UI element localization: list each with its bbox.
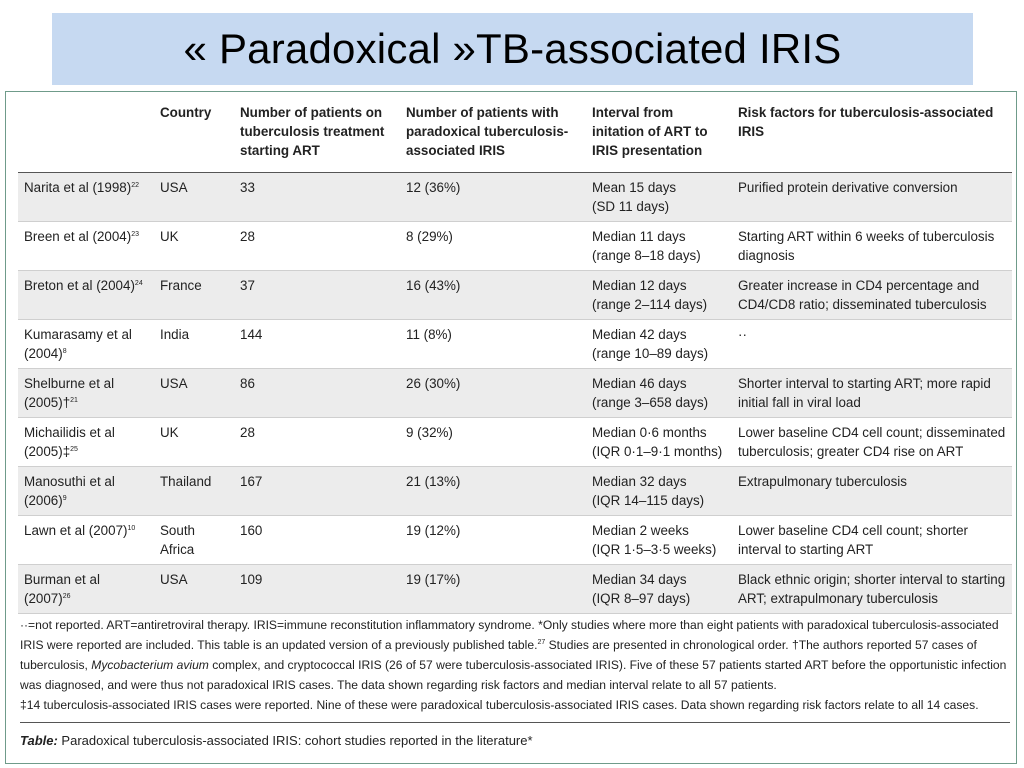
interval-line: Median 42 days (592, 327, 687, 342)
interval-line: Median 2 weeks (592, 523, 689, 538)
title-banner (52, 13, 973, 85)
interval-line: (IQR 8–97 days) (592, 591, 691, 606)
risk-cell: Starting ART within 6 weeks of tuberculosis diagnosis (732, 222, 1012, 271)
risk-cell: Black ethnic origin; shorter interval to starting ART; extrapulmonary tuberculosis (732, 565, 1012, 614)
study-cell (18, 173, 154, 222)
risk-cell: Lower baseline CD4 cell count; disseminated tuberculosis; greater CD4 rise on ART (732, 418, 1012, 467)
interval-line: (range 3–658 days) (592, 395, 709, 410)
interval-cell (586, 565, 732, 614)
patients-cell: 160 (234, 516, 400, 565)
table-row (18, 565, 1012, 614)
study-name: Burman et al (2007) (24, 572, 100, 606)
study-name: Manosuthi et al (2006) (24, 474, 115, 508)
study-cell (18, 516, 154, 565)
study-cell (18, 565, 154, 614)
table-row (18, 369, 1012, 418)
interval-line: Median 11 days (592, 229, 686, 244)
table-panel (5, 91, 1017, 764)
footnote-text: Studies are presented in chronological order. †The authors reported 57 cases of tuberculosis, (20, 638, 977, 672)
interval-cell (586, 369, 732, 418)
patients-cell: 37 (234, 271, 400, 320)
study-cell (18, 467, 154, 516)
risk-cell: Lower baseline CD4 cell count; shorter interval to starting ART (732, 516, 1012, 565)
table-row (18, 516, 1012, 565)
table-row (18, 320, 1012, 369)
footnote-paragraph-2: ‡14 tuberculosis-associated IRIS cases were reported. Nine of these were paradoxical tuberculosis-associated IRIS cases. Data shown regarding risk factors relate to all 14 cases. (20, 698, 979, 712)
risk-cell: Extrapulmonary tuberculosis (732, 467, 1012, 516)
country-cell: USA (154, 369, 234, 418)
interval-cell (586, 467, 732, 516)
caption-divider (20, 722, 1010, 723)
country-cell: Thailand (154, 467, 234, 516)
patients-cell: 109 (234, 565, 400, 614)
iris-cell: 19 (12%) (400, 516, 586, 565)
iris-cell: 11 (8%) (400, 320, 586, 369)
cohort-table (18, 98, 1012, 614)
caption-label: Table: (20, 733, 58, 748)
slide-title: « Paradoxical »TB-associated IRIS (183, 25, 842, 72)
iris-cell: 12 (36%) (400, 173, 586, 222)
footnote-text: complex, and cryptococcal IRIS (26 of 57 were tuberculosis-associated IRIS). Five of these 57 patients started ART before the opportunistic infection was diagnosed, and were thus not paradoxical IRIS cases. The data shown regarding risk factors and median interval relate to all 57 patients. (20, 658, 1007, 692)
interval-line: (range 8–18 days) (592, 248, 701, 263)
header-study (18, 98, 154, 173)
iris-cell: 21 (13%) (400, 467, 586, 516)
footnote-reference: 27 (537, 639, 546, 646)
table-footnotes (20, 615, 1010, 715)
table-caption (20, 733, 1010, 748)
header-patients-with-iris: Number of patients with paradoxical tuberculosis-associated IRIS (400, 98, 586, 173)
interval-line: Median 32 days (592, 474, 687, 489)
study-cell (18, 222, 154, 271)
patients-cell: 33 (234, 173, 400, 222)
study-reference: 22 (131, 182, 139, 189)
interval-line: (IQR 1·5–3·5 weeks) (592, 542, 717, 557)
header-interval: Interval from initation of ART to IRIS presentation (586, 98, 732, 173)
risk-cell: ·· (732, 320, 1012, 369)
header-country: Country (154, 98, 234, 173)
study-reference: 21 (70, 397, 78, 404)
interval-cell (586, 418, 732, 467)
table-row (18, 173, 1012, 222)
interval-line: Median 34 days (592, 572, 687, 587)
table-row (18, 467, 1012, 516)
country-cell: UK (154, 418, 234, 467)
study-name: Michailidis et al (2005)‡ (24, 425, 115, 459)
footnote-italic-organism: Mycobacterium avium (91, 658, 209, 672)
interval-line: (range 2–114 days) (592, 297, 708, 312)
patients-cell: 167 (234, 467, 400, 516)
table-row (18, 271, 1012, 320)
interval-line: Median 46 days (592, 376, 687, 391)
study-name: Kumarasamy et al (2004) (24, 327, 132, 361)
table-row (18, 222, 1012, 271)
patients-cell: 144 (234, 320, 400, 369)
risk-cell: Greater increase in CD4 percentage and CD4/CD8 ratio; disseminated tuberculosis (732, 271, 1012, 320)
interval-cell (586, 222, 732, 271)
interval-line: (IQR 14–115 days) (592, 493, 705, 508)
iris-cell: 9 (32%) (400, 418, 586, 467)
iris-cell: 26 (30%) (400, 369, 586, 418)
iris-cell: 16 (43%) (400, 271, 586, 320)
interval-line: (IQR 0·1–9·1 months) (592, 444, 723, 459)
interval-cell (586, 516, 732, 565)
header-risk-factors: Risk factors for tuberculosis-associated IRIS (732, 98, 1012, 173)
country-cell: South Africa (154, 516, 234, 565)
interval-line: Median 12 days (592, 278, 687, 293)
study-cell (18, 418, 154, 467)
study-cell (18, 320, 154, 369)
study-reference: 10 (127, 525, 136, 532)
country-cell: UK (154, 222, 234, 271)
interval-line: Median 0·6 months (592, 425, 707, 440)
country-cell: USA (154, 173, 234, 222)
study-reference: 8 (62, 348, 67, 355)
caption-text: Paradoxical tuberculosis-associated IRIS: cohort studies reported in the literature* (57, 733, 533, 748)
study-cell (18, 369, 154, 418)
patients-cell: 86 (234, 369, 400, 418)
risk-cell: Shorter interval to starting ART; more rapid initial fall in viral load (732, 369, 1012, 418)
patients-cell: 28 (234, 418, 400, 467)
study-cell (18, 271, 154, 320)
study-name: Breen et al (2004) (24, 229, 132, 244)
study-reference: 26 (62, 593, 71, 600)
country-cell: India (154, 320, 234, 369)
iris-cell: 8 (29%) (400, 222, 586, 271)
interval-line: Mean 15 days (592, 180, 677, 195)
country-cell: USA (154, 565, 234, 614)
study-name: Shelburne et al (2005)† (24, 376, 115, 410)
study-reference: 24 (134, 280, 143, 287)
iris-cell: 19 (17%) (400, 565, 586, 614)
table-header-row (18, 98, 1012, 173)
interval-line: (range 10–89 days) (592, 346, 709, 361)
footnote-paragraph-1 (20, 615, 1010, 695)
study-name: Lawn et al (2007) (24, 523, 128, 538)
interval-line: (SD 11 days) (592, 199, 670, 214)
interval-cell (586, 173, 732, 222)
study-name: Breton et al (2004) (24, 278, 135, 293)
country-cell: France (154, 271, 234, 320)
study-reference: 25 (70, 446, 78, 453)
table-row (18, 418, 1012, 467)
study-reference: 9 (62, 495, 67, 502)
patients-cell: 28 (234, 222, 400, 271)
header-patients-on-treatment: Number of patients on tuberculosis treatment starting ART (234, 98, 400, 173)
study-reference: 23 (131, 231, 139, 238)
risk-cell: Purified protein derivative conversion (732, 173, 1012, 222)
footnote-text: ··=not reported. ART=antiretroviral therapy. IRIS=immune reconstitution inflammatory syndrome. *Only studies where more than eight patients with paradoxical tuberculosis-associated IRIS were reported are included. This table is an updated version of a previously published table. (20, 618, 999, 652)
interval-cell (586, 271, 732, 320)
interval-cell (586, 320, 732, 369)
study-name: Narita et al (1998) (24, 180, 132, 195)
